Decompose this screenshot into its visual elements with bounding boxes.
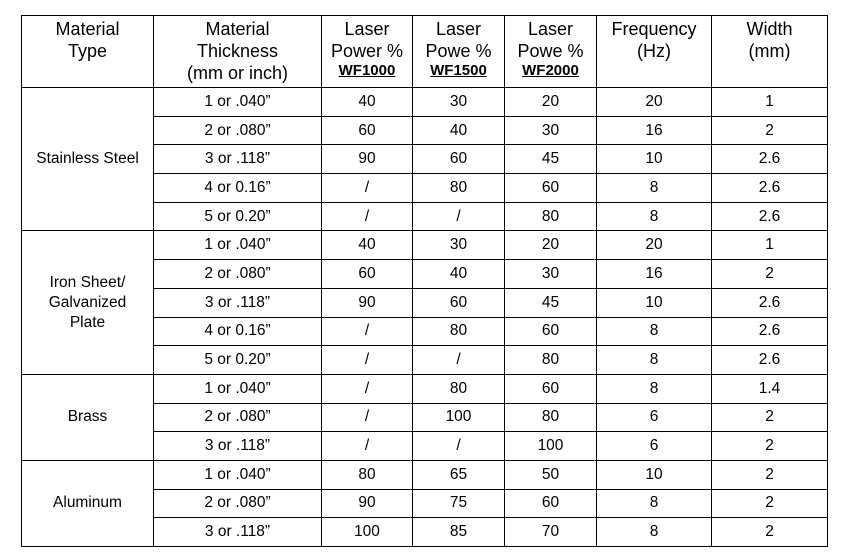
power-wf1500-cell: 85 <box>413 518 505 547</box>
laser-parameters-table <box>21 15 828 547</box>
frequency-cell: 16 <box>597 260 712 289</box>
power-wf1000-cell: 60 <box>322 260 413 289</box>
frequency-header <box>597 16 712 88</box>
width-cell: 2.6 <box>712 202 828 231</box>
power-wf1500-cell: 40 <box>413 260 505 289</box>
width-cell: 2 <box>712 260 828 289</box>
thickness-cell: 3 or .118” <box>154 145 322 174</box>
material-name-line: Plate <box>69 313 106 331</box>
power-wf1500-cell: 30 <box>413 88 505 117</box>
material-name-line: Iron Sheet/ <box>49 273 126 291</box>
power-wf1500-cell: 40 <box>413 116 505 145</box>
header-line: (mm or inch) <box>186 63 288 83</box>
frequency-cell: 10 <box>597 145 712 174</box>
material-type-cell <box>22 88 154 231</box>
power-wf2000-cell: 20 <box>505 231 597 260</box>
frequency-cell: 6 <box>597 403 712 432</box>
thickness-cell: 2 or .080” <box>154 116 322 145</box>
power-wf2000-cell: 60 <box>505 317 597 346</box>
thickness-cell: 5 or 0.20” <box>154 202 322 231</box>
power-wf1000-cell: / <box>322 374 413 403</box>
laser-power-wf1000-header <box>322 16 413 88</box>
header-line: Laser <box>435 19 482 39</box>
power-wf1000-cell: 90 <box>322 145 413 174</box>
width-cell: 2.6 <box>712 145 828 174</box>
power-wf1500-cell: 100 <box>413 403 505 432</box>
width-header <box>712 16 828 88</box>
power-wf1000-cell: 40 <box>322 88 413 117</box>
thickness-cell: 3 or .118” <box>154 288 322 317</box>
width-cell: 1 <box>712 231 828 260</box>
power-wf1500-cell: 80 <box>413 317 505 346</box>
power-wf2000-cell: 80 <box>505 346 597 375</box>
header-line: Laser <box>527 19 574 39</box>
material-type-cell <box>22 231 154 374</box>
width-cell: 2.6 <box>712 317 828 346</box>
header-line: Material <box>55 19 120 39</box>
material-name-line: Galvanized <box>48 293 127 311</box>
laser-power-wf1500-header <box>413 16 505 88</box>
power-wf1500-cell: / <box>413 202 505 231</box>
width-cell: 2.6 <box>712 346 828 375</box>
thickness-cell: 3 or .118” <box>154 432 322 461</box>
thickness-cell: 1 or .040” <box>154 460 322 489</box>
frequency-cell: 10 <box>597 288 712 317</box>
header-line: Power % <box>330 41 404 61</box>
material-type-header <box>22 16 154 88</box>
power-wf2000-cell: 45 <box>505 288 597 317</box>
header-line: Frequency <box>611 19 697 39</box>
header-line: Laser <box>344 19 390 39</box>
power-wf1500-cell: 65 <box>413 460 505 489</box>
width-cell: 2 <box>712 460 828 489</box>
power-wf1500-cell: / <box>413 432 505 461</box>
power-wf1000-cell: / <box>322 202 413 231</box>
thickness-cell: 2 or .080” <box>154 403 322 432</box>
power-wf2000-cell: 60 <box>505 374 597 403</box>
header-line: Powe % <box>517 41 584 61</box>
header-line: Material <box>205 19 270 39</box>
laser-power-wf2000-header <box>505 16 597 88</box>
power-wf1500-cell: / <box>413 346 505 375</box>
material-name-line: Aluminum <box>53 494 122 512</box>
width-cell: 2 <box>712 403 828 432</box>
frequency-cell: 8 <box>597 489 712 518</box>
power-wf1000-cell: 90 <box>322 288 413 317</box>
frequency-cell: 8 <box>597 202 712 231</box>
header-line: Powe % <box>425 41 492 61</box>
frequency-cell: 8 <box>597 374 712 403</box>
width-cell: 2 <box>712 489 828 518</box>
power-wf2000-cell: 30 <box>505 260 597 289</box>
thickness-cell: 2 or .080” <box>154 489 322 518</box>
thickness-cell: 4 or 0.16” <box>154 174 322 203</box>
header-line: Width <box>746 19 793 39</box>
machine-model-label: WF2000 <box>522 62 579 79</box>
power-wf1500-cell: 60 <box>413 288 505 317</box>
frequency-cell: 8 <box>597 317 712 346</box>
power-wf1000-cell: / <box>322 432 413 461</box>
frequency-cell: 16 <box>597 116 712 145</box>
width-cell: 1.4 <box>712 374 828 403</box>
thickness-cell: 1 or .040” <box>154 231 322 260</box>
thickness-cell: 1 or .040” <box>154 374 322 403</box>
power-wf2000-cell: 45 <box>505 145 597 174</box>
power-wf2000-cell: 80 <box>505 202 597 231</box>
power-wf1000-cell: / <box>322 174 413 203</box>
power-wf1000-cell: 80 <box>322 460 413 489</box>
width-cell: 2.6 <box>712 288 828 317</box>
power-wf2000-cell: 100 <box>505 432 597 461</box>
power-wf2000-cell: 20 <box>505 88 597 117</box>
frequency-cell: 10 <box>597 460 712 489</box>
material-name-line: Stainless Steel <box>36 150 139 168</box>
width-cell: 1 <box>712 88 828 117</box>
header-row <box>22 16 828 88</box>
material-type-cell <box>22 374 154 460</box>
thickness-cell: 1 or .040” <box>154 88 322 117</box>
table-body <box>22 88 828 547</box>
frequency-cell: 6 <box>597 432 712 461</box>
machine-model-label: WF1000 <box>338 62 396 79</box>
power-wf1500-cell: 60 <box>413 145 505 174</box>
frequency-cell: 8 <box>597 518 712 547</box>
power-wf1500-cell: 75 <box>413 489 505 518</box>
power-wf1000-cell: 90 <box>322 489 413 518</box>
header-line: Thickness <box>196 41 279 61</box>
frequency-cell: 20 <box>597 231 712 260</box>
power-wf1000-cell: / <box>322 346 413 375</box>
frequency-cell: 8 <box>597 174 712 203</box>
header-line: Type <box>67 41 108 61</box>
width-cell: 2 <box>712 432 828 461</box>
machine-model-label: WF1500 <box>430 62 487 79</box>
power-wf1000-cell: 40 <box>322 231 413 260</box>
thickness-cell: 4 or 0.16” <box>154 317 322 346</box>
material-name-line: Brass <box>67 408 108 426</box>
table-header <box>22 16 828 88</box>
power-wf1500-cell: 80 <box>413 174 505 203</box>
power-wf1500-cell: 30 <box>413 231 505 260</box>
table-row <box>22 231 828 260</box>
power-wf1000-cell: 60 <box>322 116 413 145</box>
power-wf2000-cell: 60 <box>505 489 597 518</box>
frequency-cell: 8 <box>597 346 712 375</box>
width-cell: 2.6 <box>712 174 828 203</box>
power-wf2000-cell: 50 <box>505 460 597 489</box>
power-wf2000-cell: 80 <box>505 403 597 432</box>
frequency-cell: 20 <box>597 88 712 117</box>
thickness-cell: 2 or .080” <box>154 260 322 289</box>
material-thickness-header <box>154 16 322 88</box>
thickness-cell: 5 or 0.20” <box>154 346 322 375</box>
power-wf2000-cell: 30 <box>505 116 597 145</box>
width-cell: 2 <box>712 116 828 145</box>
table-row <box>22 374 828 403</box>
power-wf1000-cell: / <box>322 403 413 432</box>
thickness-cell: 3 or .118” <box>154 518 322 547</box>
power-wf1500-cell: 80 <box>413 374 505 403</box>
width-cell: 2 <box>712 518 828 547</box>
power-wf1000-cell: / <box>322 317 413 346</box>
power-wf1000-cell: 100 <box>322 518 413 547</box>
power-wf2000-cell: 70 <box>505 518 597 547</box>
header-line: (mm) <box>748 41 791 61</box>
power-wf2000-cell: 60 <box>505 174 597 203</box>
table-row <box>22 88 828 117</box>
table-row <box>22 460 828 489</box>
material-type-cell <box>22 460 154 546</box>
header-line: (Hz) <box>637 41 671 61</box>
